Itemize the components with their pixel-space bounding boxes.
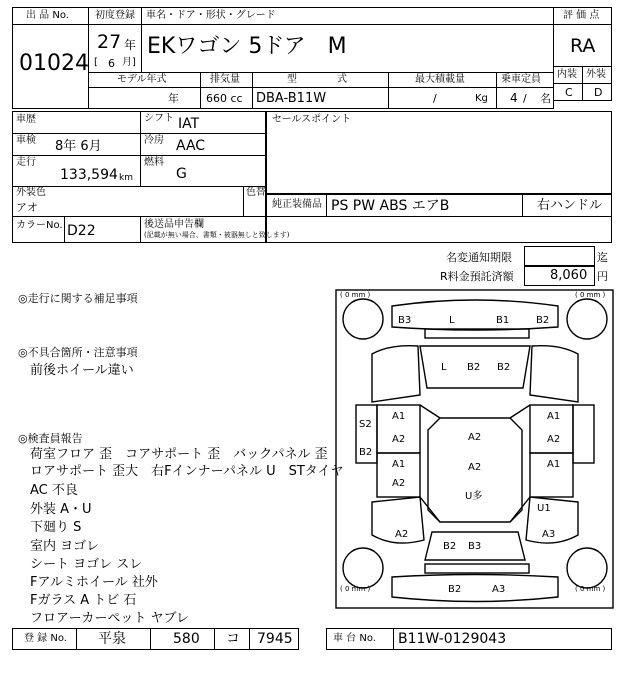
first-reg-label: 初度登録 bbox=[95, 10, 135, 21]
shift-label: シフト bbox=[144, 113, 174, 124]
name-change-label: 名変通知期限 bbox=[446, 251, 512, 264]
defects-title: ◎不具合箇所・注意事項 bbox=[18, 346, 138, 359]
damage-mark: B3 bbox=[398, 315, 412, 326]
damage-mark: U多 bbox=[465, 491, 483, 502]
capacity-label: 乗車定員 bbox=[501, 74, 541, 85]
damage-mark: L bbox=[441, 362, 447, 373]
max-load-slash: / bbox=[433, 92, 437, 105]
type-value: DBA-B11W bbox=[256, 91, 327, 106]
mileage-label: 走行 bbox=[16, 157, 36, 168]
damage-mark: A3 bbox=[542, 529, 556, 540]
damage-mark: B2 bbox=[443, 541, 457, 552]
interior-label: 内装 bbox=[557, 69, 577, 80]
inspector-line: 下廻り S bbox=[30, 520, 82, 535]
max-load-unit: Kg bbox=[475, 93, 488, 104]
history-label: 車歴 bbox=[16, 114, 36, 125]
max-load-label: 最大積載量 bbox=[415, 74, 465, 85]
reg-number: 7945 bbox=[257, 631, 293, 647]
score-value: RA bbox=[570, 35, 596, 57]
reg-no-label: 登 録 No. bbox=[24, 633, 67, 644]
exterior-grade: D bbox=[594, 86, 603, 99]
reg-year: 27 bbox=[97, 31, 122, 53]
inspector-line: 外装 A・U bbox=[30, 502, 92, 517]
capacity-slash: / bbox=[523, 92, 527, 105]
damage-mark: A2 bbox=[392, 478, 406, 489]
steering-value: 右ハンドル bbox=[537, 198, 603, 213]
car-name-label: 車名・ドア・形状・グレード bbox=[146, 10, 276, 21]
car-name: EKワゴン 5ドア M bbox=[147, 34, 347, 59]
rear-bumper-shape bbox=[392, 300, 558, 330]
damage-mark: B2 bbox=[359, 447, 373, 458]
reg-area: 平泉 bbox=[98, 631, 126, 647]
fuel-value: G bbox=[176, 166, 187, 182]
mileage-value: 133,594 bbox=[60, 167, 118, 183]
tire-depth-label: ( 0 mm ) bbox=[340, 585, 371, 593]
reg-month: 6 bbox=[108, 57, 115, 70]
ext-color-value: アオ bbox=[16, 201, 38, 214]
model-year-unit: 年 bbox=[168, 92, 179, 105]
mileage-unit: km bbox=[119, 173, 133, 183]
damage-mark: A1 bbox=[547, 459, 561, 470]
inspector-title: ◎検査員報告 bbox=[18, 432, 83, 445]
wheel-icon bbox=[343, 299, 383, 339]
recycle-value: 8,060 bbox=[550, 268, 588, 283]
recycle-unit: 円 bbox=[597, 270, 608, 283]
damage-mark: B2 bbox=[536, 315, 550, 326]
displacement-label: 排気量 bbox=[210, 74, 240, 85]
damage-mark: B2 bbox=[467, 362, 481, 373]
lot-label: 出 品 No. bbox=[26, 10, 69, 21]
reg-class: 580 bbox=[173, 631, 200, 647]
damage-mark: S2 bbox=[359, 419, 372, 430]
equipment-label: 純正装備品 bbox=[272, 199, 322, 210]
later-declared-label: 後送品申告欄 bbox=[144, 219, 204, 230]
inspector-line: Fアルミホイール 社外 bbox=[30, 575, 158, 590]
ext-color-label: 外装色 bbox=[16, 187, 46, 198]
recycle-label: R料金預託済額 bbox=[440, 270, 514, 283]
damage-mark: B2 bbox=[448, 584, 462, 595]
type-label: 型 式 bbox=[287, 74, 347, 85]
score-label: 評 価 点 bbox=[563, 10, 600, 21]
equipment-value: PS PW ABS エアB bbox=[331, 198, 450, 214]
front-plate bbox=[425, 564, 529, 573]
inspector-line: フロアーカーペット ヤブレ bbox=[30, 611, 189, 626]
damage-mark: B3 bbox=[468, 541, 482, 552]
inspector-line: ロアサポート 歪大 右Fインナーパネル U STタイヤ bbox=[30, 464, 344, 479]
name-change-unit: 迄 bbox=[597, 251, 608, 264]
shift-value: IAT bbox=[178, 116, 200, 132]
damage-mark: B2 bbox=[497, 362, 511, 373]
tire-depth-label: ( 0 mm ) bbox=[340, 291, 371, 299]
damage-mark: A2 bbox=[468, 432, 482, 443]
inspection-label: 車検 bbox=[16, 135, 36, 146]
damage-mark: A2 bbox=[395, 529, 409, 540]
later-declared-note: (記載が無い場合、書類・被器無しと致します) bbox=[144, 231, 290, 239]
chassis-number: B11W-0129043 bbox=[398, 631, 507, 647]
interior-grade: C bbox=[565, 86, 573, 99]
damage-mark: A2 bbox=[547, 434, 561, 445]
damage-mark: A2 bbox=[392, 434, 406, 445]
reg-kana: コ bbox=[226, 631, 240, 647]
inspector-line: 荷室フロア 歪 コアサポート 歪 バックパネル 歪 bbox=[30, 447, 328, 462]
damage-mark: A2 bbox=[468, 462, 482, 473]
repaint-label: 色替 bbox=[246, 187, 266, 198]
color-no-label: カラーNo. bbox=[16, 220, 63, 231]
reg-year-unit: 年 bbox=[124, 38, 137, 52]
reg-month-unit: 月] bbox=[122, 57, 136, 68]
reg-month-open: [ bbox=[94, 57, 98, 68]
inspection-value: 8年 6月 bbox=[55, 139, 102, 154]
wheel-icon bbox=[567, 299, 607, 339]
damage-mark: A3 bbox=[492, 584, 506, 595]
defects-line: 前後ホイール違い bbox=[30, 363, 134, 378]
damage-mark: A1 bbox=[547, 411, 561, 422]
wheel-icon bbox=[567, 548, 607, 588]
ac-label: 冷房 bbox=[144, 135, 164, 146]
exterior-label: 外装 bbox=[586, 69, 606, 80]
inspector-line: 室内 ヨゴレ bbox=[30, 539, 100, 554]
chassis-label: 車 台 No. bbox=[333, 633, 376, 644]
tire-depth-label: ( 0 mm ) bbox=[575, 291, 606, 299]
fuel-label: 燃料 bbox=[144, 157, 164, 168]
damage-mark: B1 bbox=[496, 315, 510, 326]
damage-mark: L bbox=[449, 315, 455, 326]
damage-mark: A1 bbox=[392, 459, 406, 470]
inspector-line: AC 不良 bbox=[30, 483, 78, 498]
front-bumper-shape bbox=[392, 575, 558, 602]
tire-depth-label: ( 0 mm ) bbox=[575, 585, 606, 593]
ac-value: AAC bbox=[176, 138, 206, 154]
damage-mark: A1 bbox=[392, 411, 406, 422]
sales-point-label: セールスポイント bbox=[272, 114, 352, 125]
lot-number: 01024 bbox=[19, 51, 89, 76]
damage-mark: U1 bbox=[537, 503, 551, 514]
model-year-label: モデル年式 bbox=[117, 74, 167, 85]
color-no-value: D22 bbox=[67, 223, 96, 239]
inspector-line: シート ヨゴレ スレ bbox=[30, 557, 143, 572]
wheel-icon bbox=[343, 548, 383, 588]
capacity-value: 4 bbox=[510, 91, 518, 105]
driving-notes-title: ◎走行に関する補足事項 bbox=[18, 292, 138, 305]
inspector-line: Fガラス A トビ 石 bbox=[30, 593, 137, 608]
displacement-value: 660 cc bbox=[206, 92, 243, 105]
capacity-unit: 名 bbox=[540, 92, 551, 105]
